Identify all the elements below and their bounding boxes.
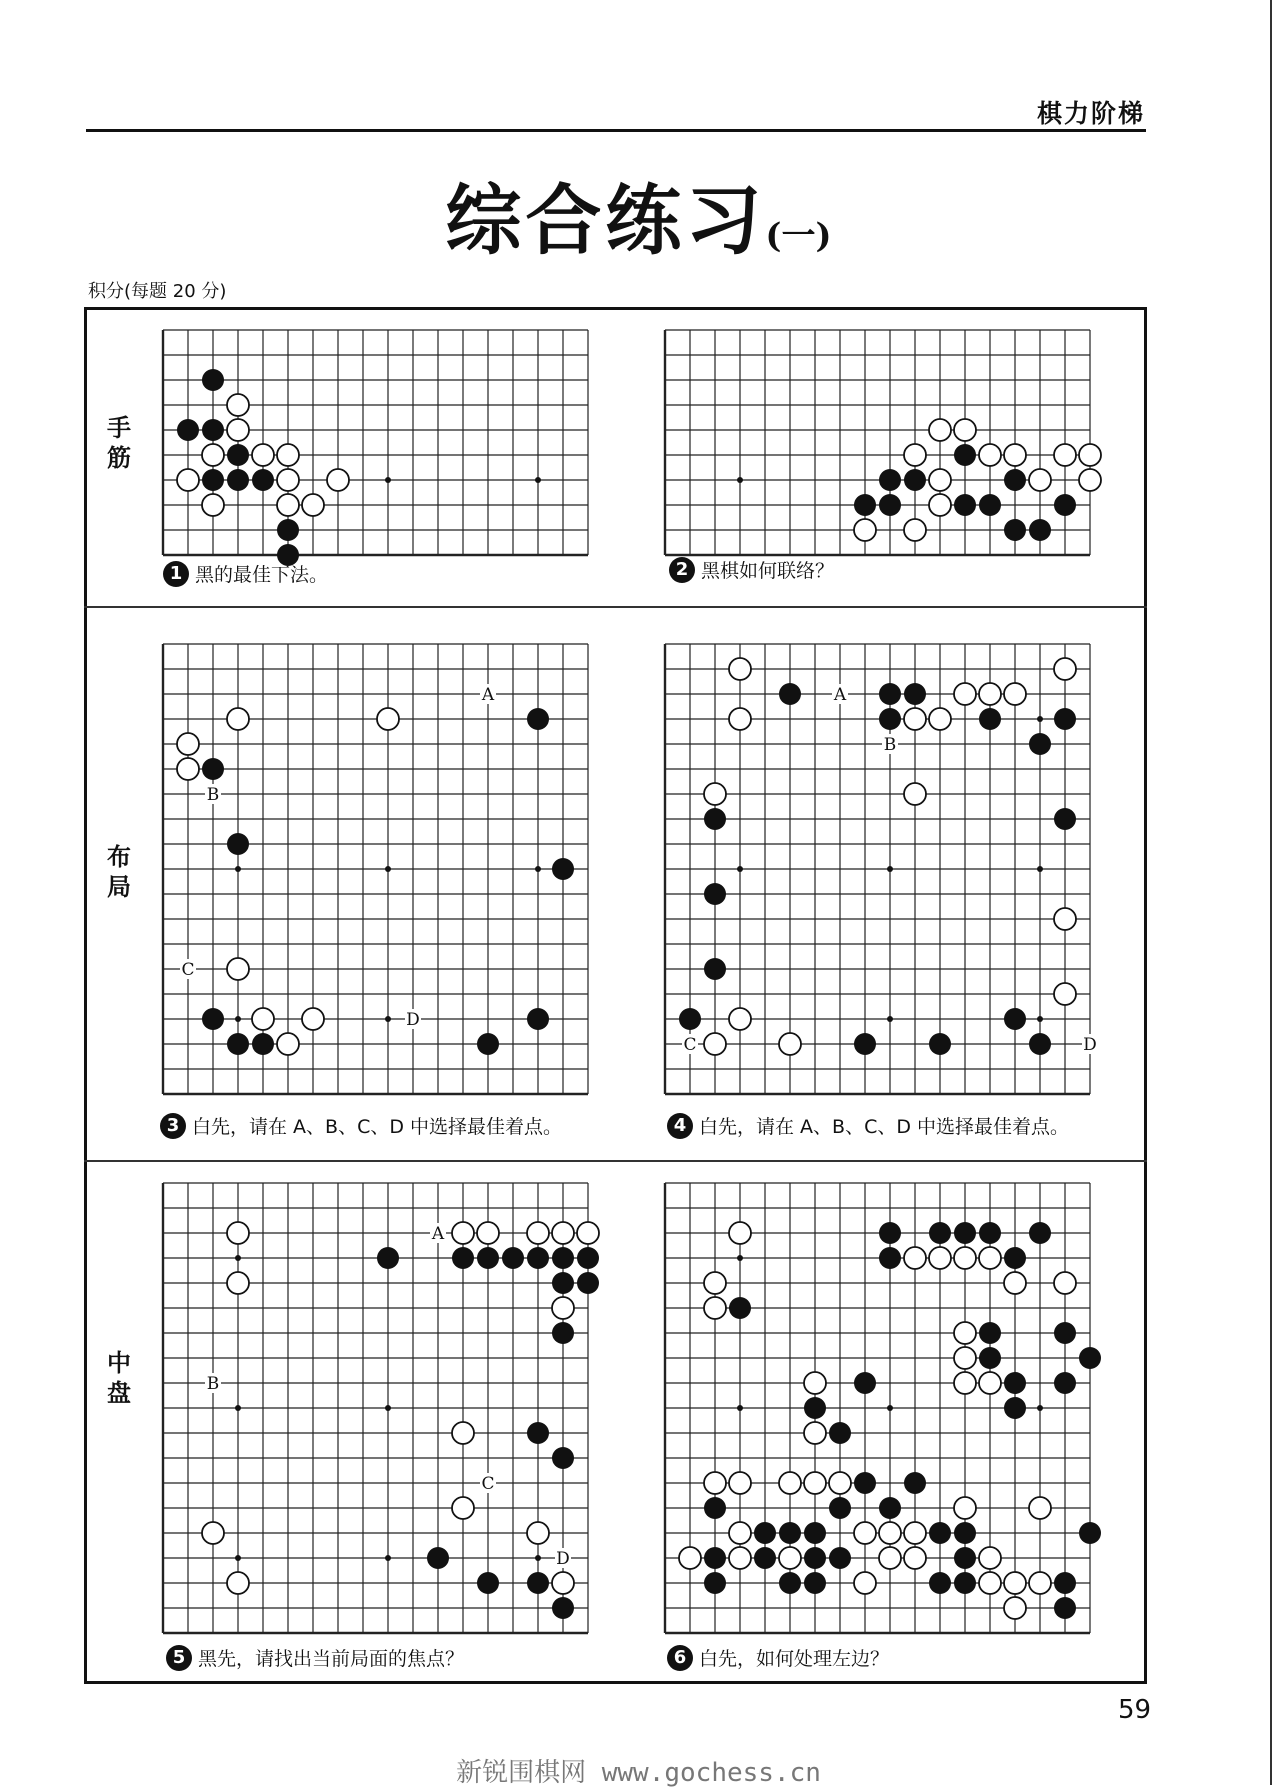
black-stone: [1079, 1522, 1101, 1544]
point-label: A: [481, 685, 495, 705]
black-stone: [1004, 1372, 1026, 1394]
board-grid: [665, 644, 1090, 1094]
white-stone: [177, 469, 199, 491]
black-stone: [1079, 1347, 1101, 1369]
black-stone: [1054, 494, 1076, 516]
white-stone: [904, 444, 926, 466]
section-label-opening: 布局: [107, 843, 131, 901]
black-stone: [477, 1572, 499, 1594]
white-stone: [1054, 658, 1076, 680]
white-stone: [804, 1472, 826, 1494]
star-point: [737, 866, 743, 872]
white-stone: [779, 1472, 801, 1494]
white-stone: [1054, 444, 1076, 466]
star-point: [1037, 866, 1043, 872]
go-board-1: [163, 330, 613, 545]
star-point: [535, 866, 541, 872]
black-stone: [804, 1522, 826, 1544]
black-stone: [704, 958, 726, 980]
white-stone: [854, 1572, 876, 1594]
star-point: [385, 1016, 391, 1022]
white-stone: [954, 1372, 976, 1394]
point-label: B: [883, 735, 897, 755]
black-stone: [904, 683, 926, 705]
white-stone: [302, 494, 324, 516]
white-stone: [779, 1547, 801, 1569]
white-stone: [704, 1472, 726, 1494]
white-stone: [979, 1247, 1001, 1269]
white-stone: [302, 1008, 324, 1030]
white-stone: [729, 1472, 751, 1494]
score-note: 积分(每题 20 分): [88, 281, 227, 302]
white-stone: [1029, 1497, 1051, 1519]
white-stone: [729, 1008, 751, 1030]
star-point: [737, 1255, 743, 1261]
black-stone: [202, 758, 224, 780]
white-stone: [177, 758, 199, 780]
black-stone: [829, 1547, 851, 1569]
white-stone: [527, 1222, 549, 1244]
white-stone: [1054, 908, 1076, 930]
black-stone: [477, 1033, 499, 1055]
white-stone: [452, 1222, 474, 1244]
black-stone: [979, 494, 1001, 516]
star-point: [887, 1405, 893, 1411]
white-stone: [277, 1033, 299, 1055]
star-point: [535, 477, 541, 483]
white-stone: [904, 1547, 926, 1569]
black-stone: [202, 469, 224, 491]
point-label: C: [481, 1474, 495, 1494]
black-stone: [879, 683, 901, 705]
board-grid: [163, 1183, 588, 1633]
white-stone: [704, 1272, 726, 1294]
black-stone: [879, 494, 901, 516]
white-stone: [227, 1272, 249, 1294]
white-stone: [954, 1322, 976, 1344]
black-stone: [1029, 733, 1051, 755]
black-stone: [879, 1497, 901, 1519]
white-stone: [277, 494, 299, 516]
black-stone: [954, 1547, 976, 1569]
black-stone: [704, 1497, 726, 1519]
problem-1-caption: [163, 560, 328, 587]
white-stone: [1079, 469, 1101, 491]
star-point: [385, 866, 391, 872]
problem-prompt: 白先，如何处理左边？: [699, 1648, 890, 1670]
star-point: [385, 477, 391, 483]
problem-6-caption: [667, 1644, 889, 1671]
star-point: [737, 477, 743, 483]
black-stone: [202, 369, 224, 391]
white-stone: [527, 1522, 549, 1544]
black-stone: [879, 1247, 901, 1269]
point-label: C: [181, 960, 195, 980]
white-stone: [804, 1422, 826, 1444]
white-stone: [227, 708, 249, 730]
white-stone: [704, 1297, 726, 1319]
star-point: [235, 866, 241, 872]
go-board-2: [665, 330, 1115, 545]
black-stone: [779, 683, 801, 705]
white-stone: [904, 519, 926, 541]
white-stone: [779, 1033, 801, 1055]
black-stone: [252, 1033, 274, 1055]
black-stone: [202, 1008, 224, 1030]
star-point: [737, 1405, 743, 1411]
black-stone: [1054, 1372, 1076, 1394]
black-stone: [227, 469, 249, 491]
white-stone: [854, 1522, 876, 1544]
black-stone: [1004, 1247, 1026, 1269]
white-stone: [202, 1522, 224, 1544]
white-stone: [1004, 444, 1026, 466]
white-stone: [904, 783, 926, 805]
white-stone: [1004, 683, 1026, 705]
white-stone: [552, 1297, 574, 1319]
go-board-5: [163, 1183, 613, 1633]
white-stone: [252, 1008, 274, 1030]
black-stone: [729, 1297, 751, 1319]
black-stone: [704, 808, 726, 830]
go-board-4: [665, 644, 1115, 1094]
black-stone: [954, 1222, 976, 1244]
white-stone: [804, 1372, 826, 1394]
black-stone: [829, 1497, 851, 1519]
white-stone: [252, 444, 274, 466]
point-label: D: [406, 1010, 420, 1030]
black-stone: [277, 519, 299, 541]
problem-prompt: 白先，请在 A、B、C、D 中选择最佳着点。: [699, 1116, 1070, 1138]
black-stone: [954, 1572, 976, 1594]
white-stone: [979, 683, 1001, 705]
black-stone: [477, 1247, 499, 1269]
problem-number-badge: 2: [669, 557, 695, 583]
white-stone: [954, 419, 976, 441]
page-title: [0, 160, 1277, 269]
white-stone: [1029, 1572, 1051, 1594]
white-stone: [929, 708, 951, 730]
black-stone: [804, 1547, 826, 1569]
problem-2-caption: [669, 556, 834, 583]
black-stone: [904, 469, 926, 491]
section-divider: [84, 1160, 1147, 1162]
white-stone: [227, 1222, 249, 1244]
board-grid: [163, 644, 588, 1094]
black-stone: [929, 1033, 951, 1055]
black-stone: [527, 1422, 549, 1444]
white-stone: [979, 444, 1001, 466]
black-stone: [177, 419, 199, 441]
black-stone: [1004, 1008, 1026, 1030]
white-stone: [729, 1547, 751, 1569]
star-point: [535, 1555, 541, 1561]
star-point: [1037, 1016, 1043, 1022]
black-stone: [879, 708, 901, 730]
black-stone: [879, 1222, 901, 1244]
point-label: B: [206, 785, 220, 805]
black-stone: [704, 1547, 726, 1569]
white-stone: [577, 1222, 599, 1244]
black-stone: [779, 1572, 801, 1594]
go-board-3: [163, 644, 613, 1094]
point-label: B: [206, 1374, 220, 1394]
section-divider: [84, 606, 1147, 608]
black-stone: [202, 419, 224, 441]
white-stone: [979, 1372, 1001, 1394]
white-stone: [954, 1347, 976, 1369]
black-stone: [552, 1597, 574, 1619]
black-stone: [1054, 808, 1076, 830]
black-stone: [427, 1547, 449, 1569]
white-stone: [477, 1222, 499, 1244]
black-stone: [979, 1322, 1001, 1344]
white-stone: [729, 708, 751, 730]
black-stone: [954, 1522, 976, 1544]
white-stone: [879, 1522, 901, 1544]
problem-4-caption: [667, 1112, 1069, 1139]
black-stone: [979, 1222, 1001, 1244]
black-stone: [452, 1247, 474, 1269]
white-stone: [1054, 1272, 1076, 1294]
black-stone: [227, 1033, 249, 1055]
white-stone: [979, 1572, 1001, 1594]
black-stone: [704, 1572, 726, 1594]
white-stone: [1029, 469, 1051, 491]
black-stone: [804, 1397, 826, 1419]
black-stone: [1054, 1597, 1076, 1619]
running-header: 棋力阶梯: [1036, 99, 1145, 128]
white-stone: [729, 1522, 751, 1544]
point-label: A: [833, 685, 847, 705]
black-stone: [879, 469, 901, 491]
problem-number-badge: 6: [667, 1645, 693, 1671]
point-label: A: [431, 1224, 445, 1244]
black-stone: [979, 708, 1001, 730]
black-stone: [954, 444, 976, 466]
white-stone: [452, 1422, 474, 1444]
white-stone: [202, 444, 224, 466]
white-stone: [954, 1247, 976, 1269]
black-stone: [227, 833, 249, 855]
problem-3-caption: [160, 1112, 562, 1139]
black-stone: [754, 1547, 776, 1569]
white-stone: [227, 419, 249, 441]
title-main: 综合练习: [445, 176, 766, 265]
black-stone: [527, 1247, 549, 1269]
black-stone: [1029, 519, 1051, 541]
black-stone: [779, 1522, 801, 1544]
black-stone: [577, 1247, 599, 1269]
black-stone: [704, 883, 726, 905]
problem-5-caption: [166, 1644, 464, 1671]
problem-prompt: 黑的最佳下法。: [195, 564, 329, 586]
black-stone: [502, 1247, 524, 1269]
problem-prompt: 白先，请在 A、B、C、D 中选择最佳着点。: [192, 1116, 563, 1138]
star-point: [385, 1555, 391, 1561]
point-label: C: [683, 1035, 697, 1055]
black-stone: [1004, 469, 1026, 491]
white-stone: [904, 1522, 926, 1544]
black-stone: [252, 469, 274, 491]
black-stone: [552, 858, 574, 880]
black-stone: [854, 1472, 876, 1494]
black-stone: [552, 1272, 574, 1294]
black-stone: [679, 1008, 701, 1030]
white-stone: [904, 1247, 926, 1269]
white-stone: [277, 444, 299, 466]
black-stone: [527, 1572, 549, 1594]
problem-number-badge: 4: [667, 1113, 693, 1139]
black-stone: [552, 1447, 574, 1469]
black-stone: [1004, 1397, 1026, 1419]
white-stone: [704, 1033, 726, 1055]
black-stone: [754, 1522, 776, 1544]
black-stone: [1029, 1033, 1051, 1055]
white-stone: [729, 1222, 751, 1244]
white-stone: [1004, 1272, 1026, 1294]
title-sub: (一): [765, 216, 832, 256]
white-stone: [377, 708, 399, 730]
white-stone: [1004, 1572, 1026, 1594]
white-stone: [904, 708, 926, 730]
black-stone: [1054, 708, 1076, 730]
white-stone: [929, 469, 951, 491]
star-point: [1037, 716, 1043, 722]
white-stone: [954, 1497, 976, 1519]
section-label-tesuji: 手筋: [107, 414, 131, 472]
black-stone: [1054, 1572, 1076, 1594]
board-grid: [665, 330, 1090, 555]
problem-prompt: 黑棋如何联络？: [701, 560, 835, 582]
problem-number-badge: 3: [160, 1113, 186, 1139]
white-stone: [327, 469, 349, 491]
problem-prompt: 黑先，请找出当前局面的焦点？: [198, 1648, 465, 1670]
black-stone: [979, 1347, 1001, 1369]
black-stone: [804, 1572, 826, 1594]
white-stone: [202, 494, 224, 516]
star-point: [887, 866, 893, 872]
black-stone: [954, 494, 976, 516]
white-stone: [704, 783, 726, 805]
go-board-6: [665, 1183, 1115, 1633]
black-stone: [929, 1572, 951, 1594]
black-stone: [377, 1247, 399, 1269]
black-stone: [527, 1008, 549, 1030]
white-stone: [729, 658, 751, 680]
white-stone: [1054, 983, 1076, 1005]
black-stone: [904, 1472, 926, 1494]
white-stone: [679, 1547, 701, 1569]
white-stone: [1079, 444, 1101, 466]
white-stone: [552, 1572, 574, 1594]
white-stone: [1004, 1597, 1026, 1619]
black-stone: [1004, 519, 1026, 541]
star-point: [385, 1405, 391, 1411]
section-label-middlegame: 中盘: [107, 1349, 131, 1407]
white-stone: [979, 1547, 1001, 1569]
black-stone: [552, 1322, 574, 1344]
black-stone: [1029, 1222, 1051, 1244]
white-stone: [227, 394, 249, 416]
black-stone: [929, 1222, 951, 1244]
white-stone: [452, 1497, 474, 1519]
point-label: D: [556, 1549, 570, 1569]
star-point: [235, 1016, 241, 1022]
white-stone: [177, 733, 199, 755]
board-grid: [163, 330, 588, 555]
star-point: [235, 1255, 241, 1261]
star-point: [235, 1555, 241, 1561]
black-stone: [854, 494, 876, 516]
black-stone: [552, 1247, 574, 1269]
white-stone: [552, 1222, 574, 1244]
black-stone: [1054, 1322, 1076, 1344]
star-point: [887, 1016, 893, 1022]
black-stone: [854, 1033, 876, 1055]
star-point: [1037, 1405, 1043, 1411]
white-stone: [879, 1547, 901, 1569]
watermark: 新锐围棋网 www.gochess.cn: [456, 1758, 821, 1788]
black-stone: [227, 444, 249, 466]
black-stone: [929, 1522, 951, 1544]
problem-number-badge: 5: [166, 1645, 192, 1671]
white-stone: [929, 1247, 951, 1269]
black-stone: [577, 1272, 599, 1294]
white-stone: [277, 469, 299, 491]
white-stone: [954, 683, 976, 705]
header-rule: [86, 129, 1146, 132]
board-grid: [665, 1183, 1090, 1633]
black-stone: [527, 708, 549, 730]
black-stone: [854, 1372, 876, 1394]
white-stone: [829, 1472, 851, 1494]
white-stone: [929, 419, 951, 441]
white-stone: [929, 494, 951, 516]
white-stone: [227, 1572, 249, 1594]
white-stone: [854, 519, 876, 541]
problem-number-badge: 1: [163, 561, 189, 587]
page-number: 59: [1118, 1695, 1152, 1725]
white-stone: [227, 958, 249, 980]
star-point: [235, 1405, 241, 1411]
point-label: D: [1083, 1035, 1097, 1055]
black-stone: [829, 1422, 851, 1444]
